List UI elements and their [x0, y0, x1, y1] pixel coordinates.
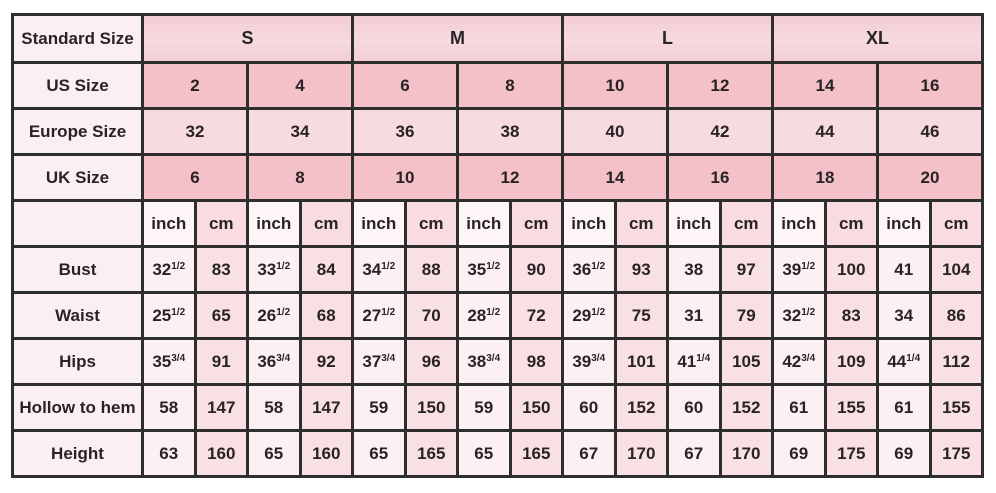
- measurement-value-cell: 65: [195, 293, 248, 339]
- unit-header-cell: inch: [773, 201, 826, 247]
- measurement-value-cell: $32^{1/2}$: [143, 247, 196, 293]
- fraction-superscript: 3/4: [171, 352, 186, 364]
- unit-header-cell: cm: [720, 201, 773, 247]
- measurement-value-cell: 112: [930, 339, 983, 385]
- measurement-value-cell: $36^{3/4}$: [248, 339, 301, 385]
- measurement-value-cell: 160: [300, 431, 353, 477]
- unit-header-cell: inch: [458, 201, 511, 247]
- size-header-cell: 16: [878, 63, 983, 109]
- row-label-bust: Bust: [13, 247, 143, 293]
- fraction-superscript: 1/2: [276, 260, 291, 272]
- fraction-superscript: 1/2: [276, 306, 291, 318]
- unit-header-cell: inch: [878, 201, 931, 247]
- fraction-superscript: 1/2: [171, 306, 186, 318]
- row-label-us-size: US Size: [13, 63, 143, 109]
- measurement-value-cell: 165: [405, 431, 458, 477]
- row-label-uk-size: UK Size: [13, 155, 143, 201]
- europe-size-row: [13, 109, 983, 155]
- measurement-value-cell: 170: [720, 431, 773, 477]
- measurement-value-cell: 93: [615, 247, 668, 293]
- size-header-cell: 38: [458, 109, 563, 155]
- row-label-standard-size: Standard Size: [13, 15, 143, 63]
- size-header-cell: 40: [563, 109, 668, 155]
- measurement-value-cell: 90: [510, 247, 563, 293]
- measurement-value-cell: 91: [195, 339, 248, 385]
- fraction-superscript: 3/4: [381, 352, 396, 364]
- measurement-value-cell: 88: [405, 247, 458, 293]
- waist-row: [13, 293, 983, 339]
- measurement-value-cell: $42^{3/4}$: [773, 339, 826, 385]
- measurement-value-cell: 86: [930, 293, 983, 339]
- row-label-europe-size: Europe Size: [13, 109, 143, 155]
- measurement-value-cell: 152: [615, 385, 668, 431]
- measurement-value-cell: 160: [195, 431, 248, 477]
- fraction-superscript: 1/2: [486, 260, 501, 272]
- measurement-value-cell: 60: [668, 385, 721, 431]
- size-header-cell: 34: [248, 109, 353, 155]
- measurement-value-cell: $35^{3/4}$: [143, 339, 196, 385]
- measurement-value-cell: $32^{1/2}$: [773, 293, 826, 339]
- measurement-value-cell: 69: [878, 431, 931, 477]
- size-header-cell: 14: [563, 155, 668, 201]
- measurement-value-cell: $39^{3/4}$: [563, 339, 616, 385]
- measurement-value-cell: $36^{1/2}$: [563, 247, 616, 293]
- measurement-value-cell: $44^{1/4}$: [878, 339, 931, 385]
- unit-header-cell: cm: [405, 201, 458, 247]
- us-size-row: [13, 63, 983, 109]
- measurement-value-cell: 61: [878, 385, 931, 431]
- measurement-value-cell: $28^{1/2}$: [458, 293, 511, 339]
- size-header-cell: 12: [458, 155, 563, 201]
- bust-row: [13, 247, 983, 293]
- unit-header-cell: cm: [930, 201, 983, 247]
- measurement-value-cell: 150: [510, 385, 563, 431]
- row-label-hips: Hips: [13, 339, 143, 385]
- size-header-cell: 4: [248, 63, 353, 109]
- units-row: [13, 201, 983, 247]
- measurement-value-cell: 70: [405, 293, 458, 339]
- measurement-value-cell: $27^{1/2}$: [353, 293, 406, 339]
- measurement-value-cell: 31: [668, 293, 721, 339]
- row-label-units: [13, 201, 143, 247]
- fraction-superscript: 1/4: [696, 352, 711, 364]
- fraction-superscript: 1/2: [801, 306, 816, 318]
- fraction-superscript: 3/4: [801, 352, 816, 364]
- measurement-value-cell: 96: [405, 339, 458, 385]
- fraction-superscript: 3/4: [486, 352, 501, 364]
- measurement-value-cell: $37^{3/4}$: [353, 339, 406, 385]
- size-header-cell: 20: [878, 155, 983, 201]
- measurement-value-cell: 75: [615, 293, 668, 339]
- row-label-waist: Waist: [13, 293, 143, 339]
- row-label-hollow-to-hem: Hollow to hem: [13, 385, 143, 431]
- measurement-value-cell: 150: [405, 385, 458, 431]
- fraction-superscript: 1/2: [171, 260, 186, 272]
- hollow-to-hem-row: [13, 385, 983, 431]
- size-chart-table: [11, 13, 984, 478]
- hips-row: [13, 339, 983, 385]
- measurement-value-cell: 105: [720, 339, 773, 385]
- measurement-value-cell: 79: [720, 293, 773, 339]
- measurement-value-cell: $26^{1/2}$: [248, 293, 301, 339]
- measurement-value-cell: 104: [930, 247, 983, 293]
- unit-header-cell: cm: [615, 201, 668, 247]
- measurement-value-cell: 67: [668, 431, 721, 477]
- size-header-cell: 10: [353, 155, 458, 201]
- size-header-cell: 10: [563, 63, 668, 109]
- measurement-value-cell: 83: [825, 293, 878, 339]
- measurement-value-cell: 58: [143, 385, 196, 431]
- height-row: [13, 431, 983, 477]
- size-header-cell: 16: [668, 155, 773, 201]
- size-header-cell: 44: [773, 109, 878, 155]
- fraction-superscript: 1/2: [381, 306, 396, 318]
- measurement-value-cell: $41^{1/4}$: [668, 339, 721, 385]
- size-header-cell: 46: [878, 109, 983, 155]
- measurement-value-cell: 72: [510, 293, 563, 339]
- measurement-value-cell: $29^{1/2}$: [563, 293, 616, 339]
- fraction-superscript: 1/2: [801, 260, 816, 272]
- uk-size-row: [13, 155, 983, 201]
- size-header-cell: 8: [248, 155, 353, 201]
- measurement-value-cell: 147: [195, 385, 248, 431]
- measurement-value-cell: 109: [825, 339, 878, 385]
- measurement-value-cell: $39^{1/2}$: [773, 247, 826, 293]
- measurement-value-cell: 58: [248, 385, 301, 431]
- measurement-value-cell: 98: [510, 339, 563, 385]
- fraction-superscript: 1/4: [906, 352, 921, 364]
- standard-size-row: [13, 15, 983, 63]
- unit-header-cell: cm: [300, 201, 353, 247]
- size-header-cell: 36: [353, 109, 458, 155]
- measurement-value-cell: 83: [195, 247, 248, 293]
- unit-header-cell: inch: [143, 201, 196, 247]
- measurement-value-cell: $34^{1/2}$: [353, 247, 406, 293]
- fraction-superscript: 1/2: [591, 260, 606, 272]
- measurement-value-cell: 34: [878, 293, 931, 339]
- measurement-value-cell: 155: [930, 385, 983, 431]
- measurement-value-cell: 68: [300, 293, 353, 339]
- measurement-value-cell: 65: [458, 431, 511, 477]
- fraction-superscript: 1/2: [486, 306, 501, 318]
- size-header-cell: 42: [668, 109, 773, 155]
- measurement-value-cell: 165: [510, 431, 563, 477]
- measurement-value-cell: 170: [615, 431, 668, 477]
- measurement-value-cell: 152: [720, 385, 773, 431]
- measurement-value-cell: 61: [773, 385, 826, 431]
- fraction-superscript: 1/2: [381, 260, 396, 272]
- size-header-cell: 32: [143, 109, 248, 155]
- measurement-value-cell: $35^{1/2}$: [458, 247, 511, 293]
- measurement-value-cell: 92: [300, 339, 353, 385]
- size-header-cell: XL: [773, 15, 983, 63]
- measurement-value-cell: 84: [300, 247, 353, 293]
- unit-header-cell: inch: [353, 201, 406, 247]
- measurement-value-cell: 101: [615, 339, 668, 385]
- measurement-value-cell: 97: [720, 247, 773, 293]
- measurement-value-cell: $38^{3/4}$: [458, 339, 511, 385]
- size-header-cell: M: [353, 15, 563, 63]
- measurement-value-cell: 175: [930, 431, 983, 477]
- unit-header-cell: cm: [195, 201, 248, 247]
- size-header-cell: 12: [668, 63, 773, 109]
- size-header-cell: S: [143, 15, 353, 63]
- fraction-superscript: 1/2: [591, 306, 606, 318]
- measurement-value-cell: 100: [825, 247, 878, 293]
- row-label-height: Height: [13, 431, 143, 477]
- measurement-value-cell: 67: [563, 431, 616, 477]
- measurement-value-cell: 59: [353, 385, 406, 431]
- unit-header-cell: cm: [825, 201, 878, 247]
- size-header-cell: 6: [143, 155, 248, 201]
- measurement-value-cell: 63: [143, 431, 196, 477]
- measurement-value-cell: $33^{1/2}$: [248, 247, 301, 293]
- size-header-cell: 8: [458, 63, 563, 109]
- measurement-value-cell: 60: [563, 385, 616, 431]
- measurement-value-cell: 65: [248, 431, 301, 477]
- measurement-value-cell: 65: [353, 431, 406, 477]
- measurement-value-cell: $25^{1/2}$: [143, 293, 196, 339]
- size-header-cell: L: [563, 15, 773, 63]
- measurement-value-cell: 69: [773, 431, 826, 477]
- size-header-cell: 6: [353, 63, 458, 109]
- measurement-value-cell: 41: [878, 247, 931, 293]
- size-header-cell: 18: [773, 155, 878, 201]
- unit-header-cell: inch: [563, 201, 616, 247]
- measurement-value-cell: 155: [825, 385, 878, 431]
- measurement-value-cell: 147: [300, 385, 353, 431]
- unit-header-cell: inch: [668, 201, 721, 247]
- fraction-superscript: 3/4: [591, 352, 606, 364]
- measurement-value-cell: 175: [825, 431, 878, 477]
- measurement-value-cell: 59: [458, 385, 511, 431]
- unit-header-cell: inch: [248, 201, 301, 247]
- fraction-superscript: 3/4: [276, 352, 291, 364]
- unit-header-cell: cm: [510, 201, 563, 247]
- measurement-value-cell: 38: [668, 247, 721, 293]
- size-header-cell: 14: [773, 63, 878, 109]
- size-header-cell: 2: [143, 63, 248, 109]
